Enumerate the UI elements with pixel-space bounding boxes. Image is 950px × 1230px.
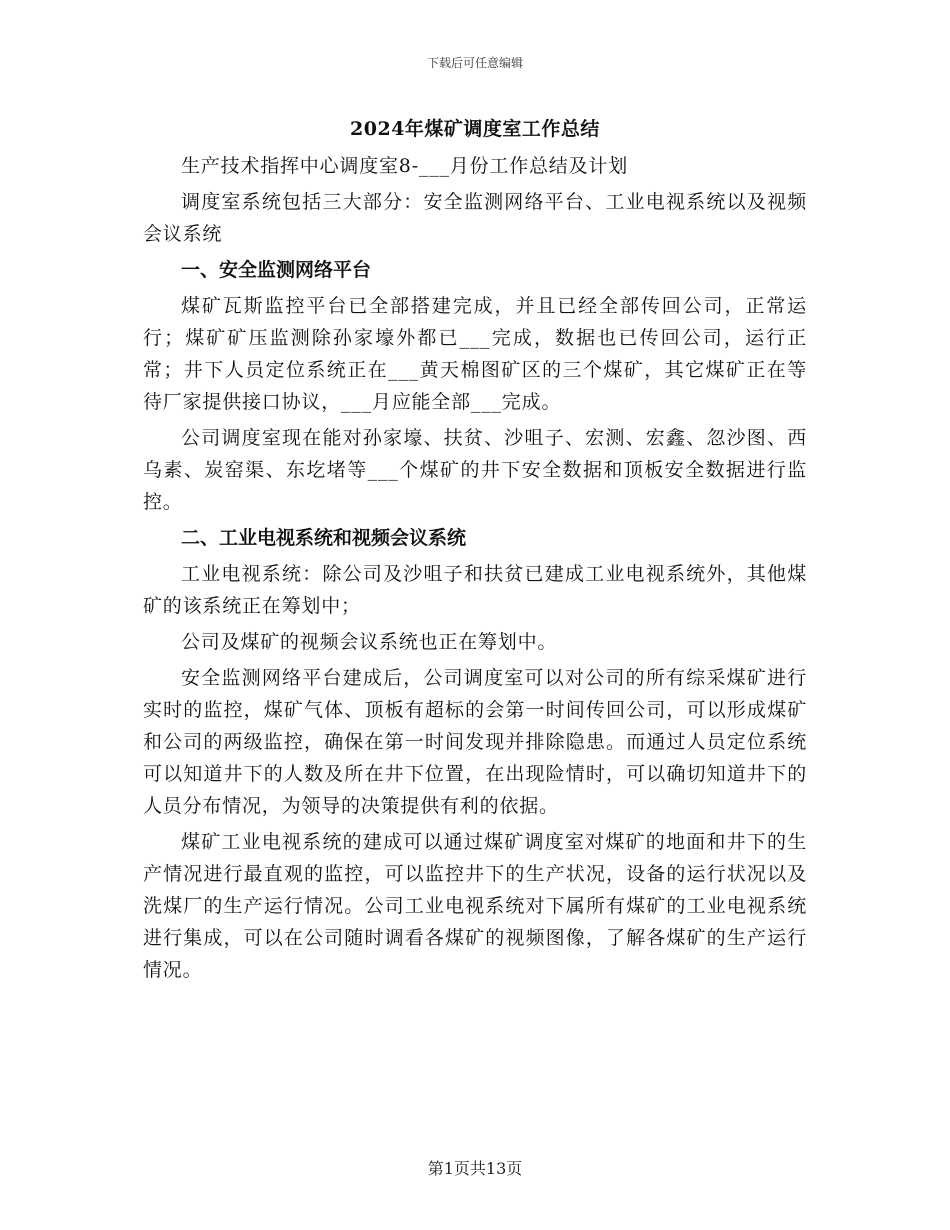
document-title: 2024年煤矿调度室工作总结: [350, 118, 600, 140]
section-heading-1: 一、安全监测网络平台: [181, 259, 372, 281]
body-paragraph: 公司及煤矿的视频会议系统也正在筹划中。: [181, 631, 558, 653]
body-paragraph: 工业电视系统：除公司及沙咀子和扶贫已建成工业电视系统外，其他煤矿的该系统正在筹划中；: [143, 563, 807, 617]
body-paragraph: 煤矿瓦斯监控平台已全部搭建完成，并且已经全部传回公司，正常运行；煤矿矿压监测除孙家壕外都已___完成，数据也已传回公司，运行正常；井下人员定位系统正在___黄天棉图矿区的三个煤矿，其它煤矿正在等待厂家提供接口协议，___月应能全部___完成。: [143, 295, 807, 413]
intro-paragraph: 调度室系统包括三大部分：安全监测网络平台、工业电视系统以及视频会议系统: [143, 191, 807, 245]
document-body: [143, 150, 807, 990]
page-header-note: 下载后可任意编辑: [426, 56, 523, 70]
body-paragraph: 公司调度室现在能对孙家壕、扶贫、沙咀子、宏测、宏鑫、忽沙图、西乌素、炭窑渠、东圪堵等___个煤矿的井下安全数据和顶板安全数据进行监控。: [143, 427, 807, 513]
body-paragraph: 安全监测网络平台建成后，公司调度室可以对公司的所有综采煤矿进行实时的监控，煤矿气体、顶板有超标的会第一时间传回公司，可以形成煤矿和公司的两级监控，确保在第一时间发现并排除隐患。而通过人员定位系统可以知道井下的人数及所在井下位置，在出现险情时，可以确切知道井下的人员分布情况，为领导的决策提供有利的依据。: [143, 667, 807, 817]
page-number: 第1页共13页: [427, 1159, 523, 1178]
subtitle-paragraph: 生产技术指挥中心调度室8-___月份工作总结及计划: [181, 155, 629, 177]
body-paragraph: 煤矿工业电视系统的建成可以通过煤矿调度室对煤矿的地面和井下的生产情况进行最直观的监控，可以监控井下的生产状况，设备的运行状况以及洗煤厂的生产运行情况。公司工业电视系统对下属所有煤矿的工业电视系统进行集成，可以在公司随时调看各煤矿的视频图像，了解各煤矿的生产运行情况。: [143, 831, 807, 981]
section-heading-2: 二、工业电视系统和视频会议系统: [181, 527, 467, 549]
